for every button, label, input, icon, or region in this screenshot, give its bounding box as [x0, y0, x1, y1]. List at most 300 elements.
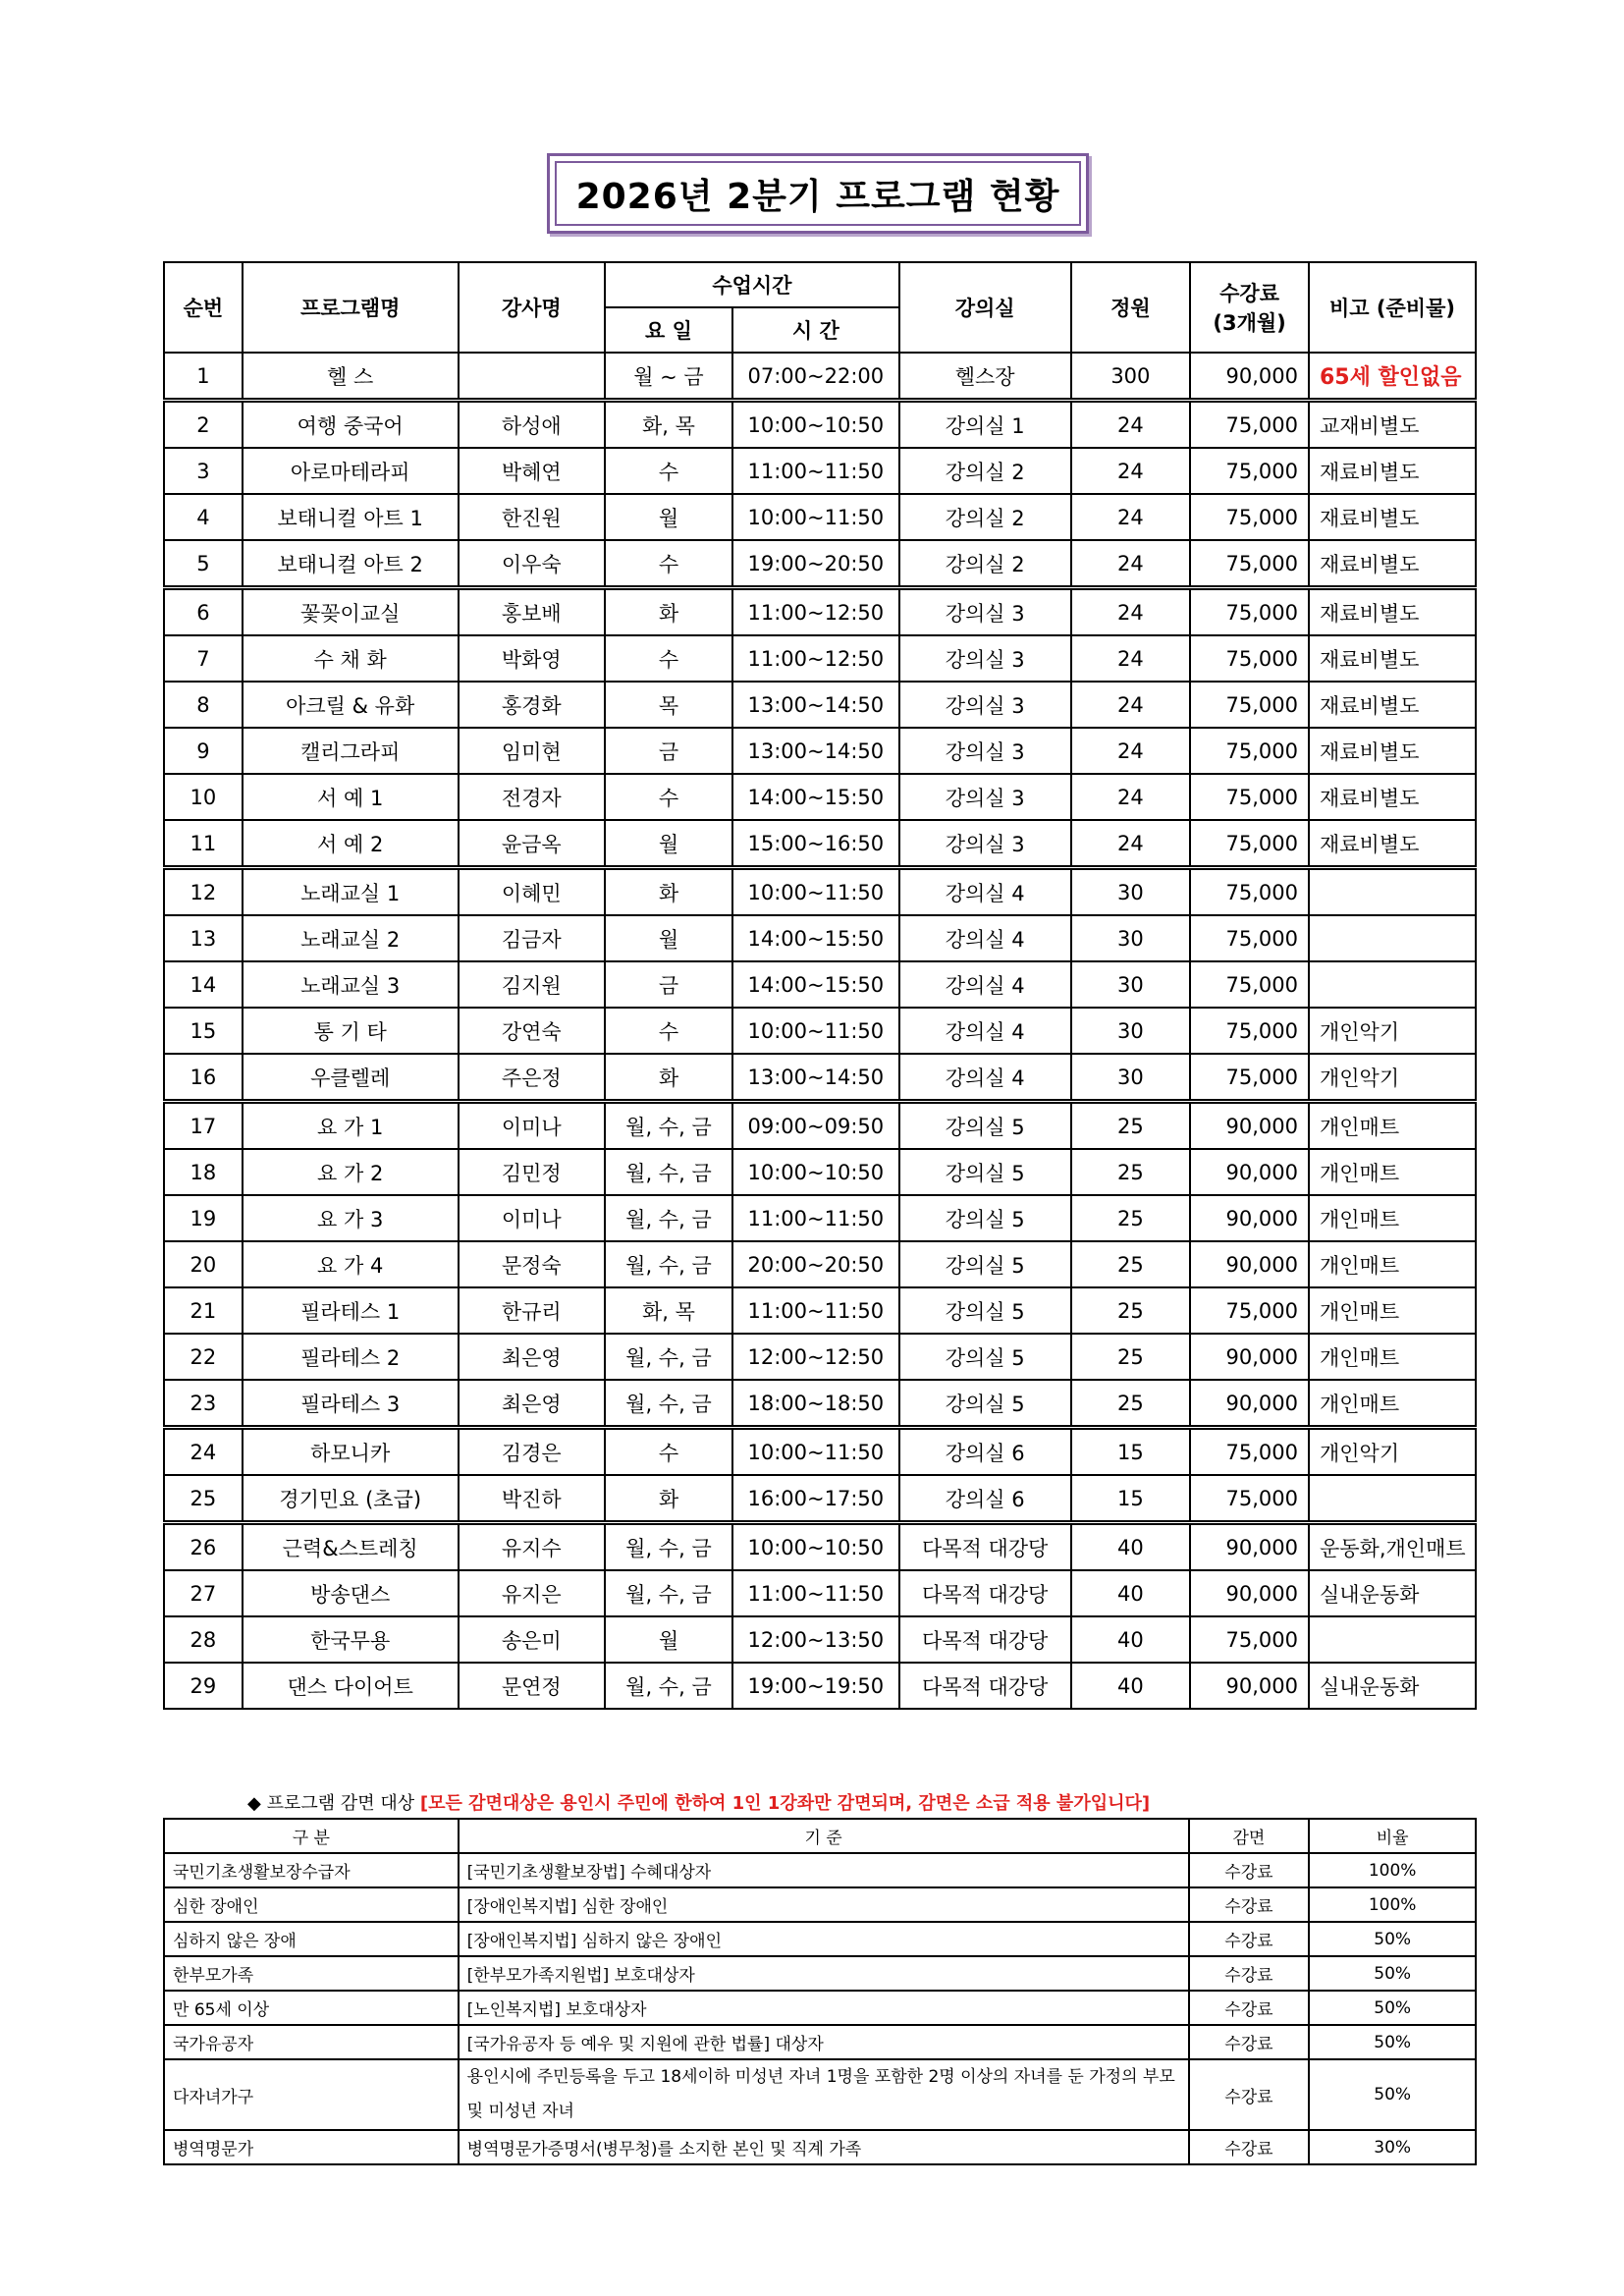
- program-note: 개인악기: [1309, 1008, 1476, 1054]
- program-fee: 75,000: [1190, 401, 1309, 449]
- program-time: 11:00~11:50: [732, 448, 899, 494]
- program-no: 29: [164, 1663, 243, 1709]
- program-room: 다목적 대강당: [899, 1523, 1071, 1571]
- program-instructor: 하성애: [459, 401, 606, 449]
- program-no: 24: [164, 1428, 243, 1476]
- program-capacity: 40: [1071, 1570, 1191, 1616]
- program-day: 월: [605, 820, 732, 868]
- program-note: 재료비별도: [1309, 774, 1476, 820]
- header-no: 순번: [164, 262, 243, 353]
- program-instructor: 박진하: [459, 1475, 606, 1523]
- program-room: 강의실 5: [899, 1195, 1071, 1241]
- program-instructor: 유지수: [459, 1523, 606, 1571]
- program-time: 14:00~15:50: [732, 774, 899, 820]
- program-no: 12: [164, 868, 243, 916]
- discount-row: [164, 1887, 1476, 1922]
- program-note: 재료비별도: [1309, 494, 1476, 540]
- discount-row: [164, 1853, 1476, 1887]
- program-no: 7: [164, 635, 243, 682]
- program-capacity: 40: [1071, 1616, 1191, 1663]
- table-row: [164, 1054, 1476, 1102]
- program-capacity: 25: [1071, 1149, 1191, 1195]
- program-name: 노래교실 3: [243, 961, 459, 1008]
- program-capacity: 25: [1071, 1380, 1191, 1428]
- program-no: 13: [164, 915, 243, 961]
- program-room: 강의실 3: [899, 682, 1071, 728]
- discount-category: 한부모가족: [164, 1956, 459, 1991]
- program-fee: 75,000: [1190, 1428, 1309, 1476]
- program-capacity: 15: [1071, 1428, 1191, 1476]
- header-room: 강의실: [899, 262, 1071, 353]
- discount-table: [163, 1818, 1477, 2165]
- program-time: 10:00~11:50: [732, 1008, 899, 1054]
- program-no: 22: [164, 1334, 243, 1380]
- discount-criteria: [한부모가족지원법] 보호대상자: [459, 1956, 1189, 1991]
- program-note: [1309, 1616, 1476, 1663]
- program-time: 10:00~10:50: [732, 1523, 899, 1571]
- program-day: 수: [605, 1428, 732, 1476]
- program-capacity: 25: [1071, 1287, 1191, 1334]
- program-note: 재료비별도: [1309, 448, 1476, 494]
- program-capacity: 24: [1071, 588, 1191, 636]
- table-row: [164, 1570, 1476, 1616]
- program-capacity: 24: [1071, 494, 1191, 540]
- program-capacity: 24: [1071, 820, 1191, 868]
- program-day: 월, 수, 금: [605, 1570, 732, 1616]
- program-instructor: 강연숙: [459, 1008, 606, 1054]
- table-row: [164, 635, 1476, 682]
- program-name: 댄스 다이어트: [243, 1663, 459, 1709]
- header-fee: [1190, 262, 1309, 353]
- discount-rate: 50%: [1309, 1956, 1476, 1991]
- program-time: 14:00~15:50: [732, 961, 899, 1008]
- program-time: 13:00~14:50: [732, 1054, 899, 1102]
- program-instructor: 문연정: [459, 1663, 606, 1709]
- program-name: 아로마테라피: [243, 448, 459, 494]
- program-day: 화, 목: [605, 1287, 732, 1334]
- discount-row: [164, 1991, 1476, 2025]
- discount-row: [164, 1922, 1476, 1956]
- table-row: [164, 1475, 1476, 1523]
- program-name: 방송댄스: [243, 1570, 459, 1616]
- program-room: 강의실 3: [899, 774, 1071, 820]
- program-no: 6: [164, 588, 243, 636]
- program-capacity: 30: [1071, 961, 1191, 1008]
- program-time: 12:00~12:50: [732, 1334, 899, 1380]
- program-note: 개인악기: [1309, 1054, 1476, 1102]
- program-capacity: 15: [1071, 1475, 1191, 1523]
- discount-category: 심한 장애인: [164, 1887, 459, 1922]
- program-instructor: 김금자: [459, 915, 606, 961]
- program-instructor: 유지은: [459, 1570, 606, 1616]
- program-room: 강의실 2: [899, 494, 1071, 540]
- program-name: 통 기 타: [243, 1008, 459, 1054]
- program-note: [1309, 1475, 1476, 1523]
- program-fee: 75,000: [1190, 961, 1309, 1008]
- program-no: 21: [164, 1287, 243, 1334]
- program-note: 개인매트: [1309, 1380, 1476, 1428]
- program-capacity: 30: [1071, 1008, 1191, 1054]
- program-no: 18: [164, 1149, 243, 1195]
- program-day: 화: [605, 1475, 732, 1523]
- program-day: 월, 수, 금: [605, 1523, 732, 1571]
- header-time: 시 간: [732, 307, 899, 353]
- discount-criteria: [국가유공자 등 예우 및 지원에 관한 법률] 대상자: [459, 2025, 1189, 2059]
- program-room: 강의실 6: [899, 1428, 1071, 1476]
- program-capacity: 40: [1071, 1663, 1191, 1709]
- program-time: 13:00~14:50: [732, 728, 899, 774]
- discount-label: 프로그램 감면 대상: [266, 1793, 415, 1814]
- program-fee: 90,000: [1190, 353, 1309, 401]
- program-no: 27: [164, 1570, 243, 1616]
- program-fee: 75,000: [1190, 635, 1309, 682]
- program-no: 23: [164, 1380, 243, 1428]
- program-instructor: 송은미: [459, 1616, 606, 1663]
- program-day: 금: [605, 961, 732, 1008]
- program-fee: 90,000: [1190, 1195, 1309, 1241]
- table-row: [164, 915, 1476, 961]
- discount-header-criteria: 기 준: [459, 1819, 1189, 1853]
- program-instructor: 임미현: [459, 728, 606, 774]
- program-day: 월, 수, 금: [605, 1149, 732, 1195]
- program-fee: 90,000: [1190, 1570, 1309, 1616]
- program-day: 목: [605, 682, 732, 728]
- program-no: 17: [164, 1102, 243, 1150]
- program-name: 노래교실 1: [243, 868, 459, 916]
- discount-criteria: [노인복지법] 보호대상자: [459, 1991, 1189, 2025]
- program-no: 8: [164, 682, 243, 728]
- program-note: 실내운동화: [1309, 1570, 1476, 1616]
- program-fee: 75,000: [1190, 728, 1309, 774]
- program-note: 재료비별도: [1309, 540, 1476, 588]
- discount-criteria: [국민기초생활보장법] 수혜대상자: [459, 1853, 1189, 1887]
- discount-notice: [모든 감면대상은 용인시 주민에 한하여 1인 1강좌만 감면되며, 감면은 소급 적용 불가입니다]: [419, 1793, 1151, 1814]
- program-note: 재료비별도: [1309, 635, 1476, 682]
- program-instructor: 한진원: [459, 494, 606, 540]
- program-fee: 75,000: [1190, 1475, 1309, 1523]
- discount-criteria: [장애인복지법] 심하지 않은 장애인: [459, 1922, 1189, 1956]
- program-day: 월: [605, 915, 732, 961]
- program-name: 서 예 1: [243, 774, 459, 820]
- program-instructor: [459, 353, 606, 401]
- program-fee: 75,000: [1190, 494, 1309, 540]
- table-row: [164, 1008, 1476, 1054]
- program-time: 11:00~11:50: [732, 1287, 899, 1334]
- discount-rate: 100%: [1309, 1853, 1476, 1887]
- discount-category: 병역명문가: [164, 2130, 459, 2164]
- program-fee: 75,000: [1190, 1287, 1309, 1334]
- program-time: 10:00~10:50: [732, 401, 899, 449]
- discount-target: 수강료: [1189, 2130, 1310, 2164]
- program-name: 경기민요 (초급): [243, 1475, 459, 1523]
- discount-category: 국가유공자: [164, 2025, 459, 2059]
- program-fee: 90,000: [1190, 1523, 1309, 1571]
- program-day: 수: [605, 1008, 732, 1054]
- program-name: 근력&스트레칭: [243, 1523, 459, 1571]
- header-day: 요 일: [605, 307, 732, 353]
- program-name: 여행 중국어: [243, 401, 459, 449]
- discount-row: [164, 2059, 1476, 2130]
- table-row: [164, 728, 1476, 774]
- discount-target: 수강료: [1189, 1922, 1310, 1956]
- program-instructor: 이미나: [459, 1195, 606, 1241]
- program-capacity: 24: [1071, 728, 1191, 774]
- discount-target: 수강료: [1189, 2059, 1310, 2130]
- program-no: 2: [164, 401, 243, 449]
- program-instructor: 이우숙: [459, 540, 606, 588]
- program-name: 수 채 화: [243, 635, 459, 682]
- program-room: 강의실 3: [899, 820, 1071, 868]
- program-name: 우클렐레: [243, 1054, 459, 1102]
- program-time: 11:00~11:50: [732, 1570, 899, 1616]
- program-room: 강의실 6: [899, 1475, 1071, 1523]
- program-fee: 75,000: [1190, 588, 1309, 636]
- program-name: 보태니컬 아트 2: [243, 540, 459, 588]
- program-room: 강의실 4: [899, 1008, 1071, 1054]
- program-note: 개인매트: [1309, 1334, 1476, 1380]
- program-no: 28: [164, 1616, 243, 1663]
- program-name: 요 가 4: [243, 1241, 459, 1287]
- program-note: 개인매트: [1309, 1195, 1476, 1241]
- discount-row: [164, 2025, 1476, 2059]
- program-fee: 75,000: [1190, 820, 1309, 868]
- program-fee: 90,000: [1190, 1102, 1309, 1150]
- program-fee: 75,000: [1190, 682, 1309, 728]
- program-day: 월, 수, 금: [605, 1380, 732, 1428]
- program-time: 18:00~18:50: [732, 1380, 899, 1428]
- program-name: 캘리그라피: [243, 728, 459, 774]
- program-room: 강의실 3: [899, 728, 1071, 774]
- table-row: [164, 1241, 1476, 1287]
- program-note: 개인매트: [1309, 1102, 1476, 1150]
- program-instructor: 최은영: [459, 1380, 606, 1428]
- header-capacity: 정원: [1071, 262, 1191, 353]
- program-room: 강의실 5: [899, 1287, 1071, 1334]
- program-day: 월, 수, 금: [605, 1195, 732, 1241]
- page-title: 2026년 2분기 프로그램 현황: [555, 161, 1081, 226]
- program-fee: 75,000: [1190, 915, 1309, 961]
- table-row: [164, 1428, 1476, 1476]
- program-no: 15: [164, 1008, 243, 1054]
- program-instructor: 전경자: [459, 774, 606, 820]
- program-name: 노래교실 2: [243, 915, 459, 961]
- program-instructor: 홍경화: [459, 682, 606, 728]
- program-capacity: 300: [1071, 353, 1191, 401]
- program-name: 필라테스 3: [243, 1380, 459, 1428]
- program-room: 다목적 대강당: [899, 1570, 1071, 1616]
- program-name: 아크릴 & 유화: [243, 682, 459, 728]
- discount-row: [164, 1956, 1476, 1991]
- program-fee: 90,000: [1190, 1380, 1309, 1428]
- program-time: 10:00~11:50: [732, 868, 899, 916]
- program-fee: 75,000: [1190, 1008, 1309, 1054]
- program-time: 20:00~20:50: [732, 1241, 899, 1287]
- program-name: 하모니카: [243, 1428, 459, 1476]
- program-room: 강의실 3: [899, 588, 1071, 636]
- program-name: 요 가 2: [243, 1149, 459, 1195]
- program-note: 재료비별도: [1309, 820, 1476, 868]
- program-note: 개인악기: [1309, 1428, 1476, 1476]
- program-name: 요 가 1: [243, 1102, 459, 1150]
- program-instructor: 박혜연: [459, 448, 606, 494]
- program-instructor: 김민정: [459, 1149, 606, 1195]
- program-day: 월: [605, 494, 732, 540]
- program-instructor: 김경은: [459, 1428, 606, 1476]
- program-room: 강의실 4: [899, 961, 1071, 1008]
- program-no: 14: [164, 961, 243, 1008]
- program-room: 헬스장: [899, 353, 1071, 401]
- program-room: 강의실 5: [899, 1102, 1071, 1150]
- program-name: 꽃꽂이교실: [243, 588, 459, 636]
- program-instructor: 한규리: [459, 1287, 606, 1334]
- program-day: 금: [605, 728, 732, 774]
- discount-row: [164, 2130, 1476, 2164]
- program-day: 월, 수, 금: [605, 1102, 732, 1150]
- program-table-body: [164, 353, 1476, 1709]
- program-no: 16: [164, 1054, 243, 1102]
- header-program: 프로그램명: [243, 262, 459, 353]
- program-instructor: 이미나: [459, 1102, 606, 1150]
- program-fee: 90,000: [1190, 1241, 1309, 1287]
- program-capacity: 30: [1071, 1054, 1191, 1102]
- discount-header-target: 감면: [1189, 1819, 1310, 1853]
- table-row: [164, 494, 1476, 540]
- program-name: 필라테스 2: [243, 1334, 459, 1380]
- program-no: 10: [164, 774, 243, 820]
- program-capacity: 25: [1071, 1195, 1191, 1241]
- discount-criteria: [장애인복지법] 심한 장애인: [459, 1887, 1189, 1922]
- program-instructor: 박화영: [459, 635, 606, 682]
- table-row: [164, 1287, 1476, 1334]
- program-no: 20: [164, 1241, 243, 1287]
- program-fee: 75,000: [1190, 540, 1309, 588]
- program-capacity: 24: [1071, 635, 1191, 682]
- program-capacity: 24: [1071, 774, 1191, 820]
- table-row: [164, 1149, 1476, 1195]
- program-day: 월 ~ 금: [605, 353, 732, 401]
- program-time: 10:00~10:50: [732, 1149, 899, 1195]
- program-capacity: 24: [1071, 682, 1191, 728]
- program-day: 월, 수, 금: [605, 1334, 732, 1380]
- program-day: 월, 수, 금: [605, 1663, 732, 1709]
- program-name: 한국무용: [243, 1616, 459, 1663]
- discount-heading: [247, 1789, 1150, 1815]
- discount-rate: 50%: [1309, 1922, 1476, 1956]
- program-instructor: 문정숙: [459, 1241, 606, 1287]
- program-room: 강의실 5: [899, 1380, 1071, 1428]
- table-row: [164, 774, 1476, 820]
- program-fee: 90,000: [1190, 1663, 1309, 1709]
- table-row: [164, 1663, 1476, 1709]
- program-time: 19:00~20:50: [732, 540, 899, 588]
- program-capacity: 25: [1071, 1241, 1191, 1287]
- program-fee: 90,000: [1190, 1334, 1309, 1380]
- program-time: 10:00~11:50: [732, 494, 899, 540]
- table-row: [164, 961, 1476, 1008]
- program-name: 필라테스 1: [243, 1287, 459, 1334]
- program-room: 강의실 4: [899, 1054, 1071, 1102]
- discount-rate: 50%: [1309, 2059, 1476, 2130]
- program-day: 화, 목: [605, 401, 732, 449]
- discount-rate: 30%: [1309, 2130, 1476, 2164]
- program-capacity: 24: [1071, 448, 1191, 494]
- table-row: [164, 1616, 1476, 1663]
- title-box: [547, 153, 1089, 234]
- program-day: 월: [605, 1616, 732, 1663]
- program-day: 화: [605, 868, 732, 916]
- discount-target: 수강료: [1189, 1956, 1310, 1991]
- program-note: [1309, 961, 1476, 1008]
- discount-criteria: 병역명문가증명서(병무청)를 소지한 본인 및 직계 가족: [459, 2130, 1189, 2164]
- header-instructor: 강사명: [459, 262, 606, 353]
- table-row: [164, 820, 1476, 868]
- discount-header-rate: 비율: [1309, 1819, 1476, 1853]
- discount-category: 만 65세 이상: [164, 1991, 459, 2025]
- header-note: 비고 (준비물): [1309, 262, 1476, 353]
- diamond-icon: ◆: [247, 1793, 261, 1814]
- program-fee: 75,000: [1190, 1054, 1309, 1102]
- program-room: 강의실 5: [899, 1334, 1071, 1380]
- program-time: 11:00~12:50: [732, 588, 899, 636]
- program-fee: 75,000: [1190, 774, 1309, 820]
- header-fee-label: 수강료: [1219, 282, 1279, 305]
- program-no: 5: [164, 540, 243, 588]
- table-row: [164, 682, 1476, 728]
- program-time: 16:00~17:50: [732, 1475, 899, 1523]
- program-time: 11:00~11:50: [732, 1195, 899, 1241]
- program-capacity: 40: [1071, 1523, 1191, 1571]
- program-no: 1: [164, 353, 243, 401]
- discount-category: 다자녀가구: [164, 2059, 459, 2130]
- program-time: 14:00~15:50: [732, 915, 899, 961]
- program-time: 19:00~19:50: [732, 1663, 899, 1709]
- program-day: 수: [605, 774, 732, 820]
- program-time: 10:00~11:50: [732, 1428, 899, 1476]
- program-room: 강의실 4: [899, 915, 1071, 961]
- program-room: 강의실 1: [899, 401, 1071, 449]
- program-room: 다목적 대강당: [899, 1616, 1071, 1663]
- program-note: 실내운동화: [1309, 1663, 1476, 1709]
- program-table: [163, 261, 1477, 1710]
- table-row: [164, 448, 1476, 494]
- program-day: 화: [605, 588, 732, 636]
- table-row: [164, 540, 1476, 588]
- program-fee: 90,000: [1190, 1149, 1309, 1195]
- program-no: 3: [164, 448, 243, 494]
- program-day: 월, 수, 금: [605, 1241, 732, 1287]
- discount-criteria: 용인시에 주민등록을 두고 18세이하 미성년 자녀 1명을 포함한 2명 이상의 자녀를 둔 가정의 부모 및 미성년 자녀: [459, 2059, 1189, 2130]
- discount-header-category: 구 분: [164, 1819, 459, 1853]
- program-instructor: 최은영: [459, 1334, 606, 1380]
- program-time: 11:00~12:50: [732, 635, 899, 682]
- program-name: 요 가 3: [243, 1195, 459, 1241]
- program-instructor: 주은정: [459, 1054, 606, 1102]
- table-row: [164, 401, 1476, 449]
- program-time: 07:00~22:00: [732, 353, 899, 401]
- table-row: [164, 353, 1476, 401]
- discount-target: 수강료: [1189, 2025, 1310, 2059]
- program-capacity: 24: [1071, 401, 1191, 449]
- program-note: 재료비별도: [1309, 728, 1476, 774]
- program-note: [1309, 915, 1476, 961]
- discount-category: 심하지 않은 장애: [164, 1922, 459, 1956]
- program-name: 헬 스: [243, 353, 459, 401]
- program-time: 09:00~09:50: [732, 1102, 899, 1150]
- program-day: 화: [605, 1054, 732, 1102]
- table-row: [164, 1380, 1476, 1428]
- program-day: 수: [605, 540, 732, 588]
- program-fee: 75,000: [1190, 868, 1309, 916]
